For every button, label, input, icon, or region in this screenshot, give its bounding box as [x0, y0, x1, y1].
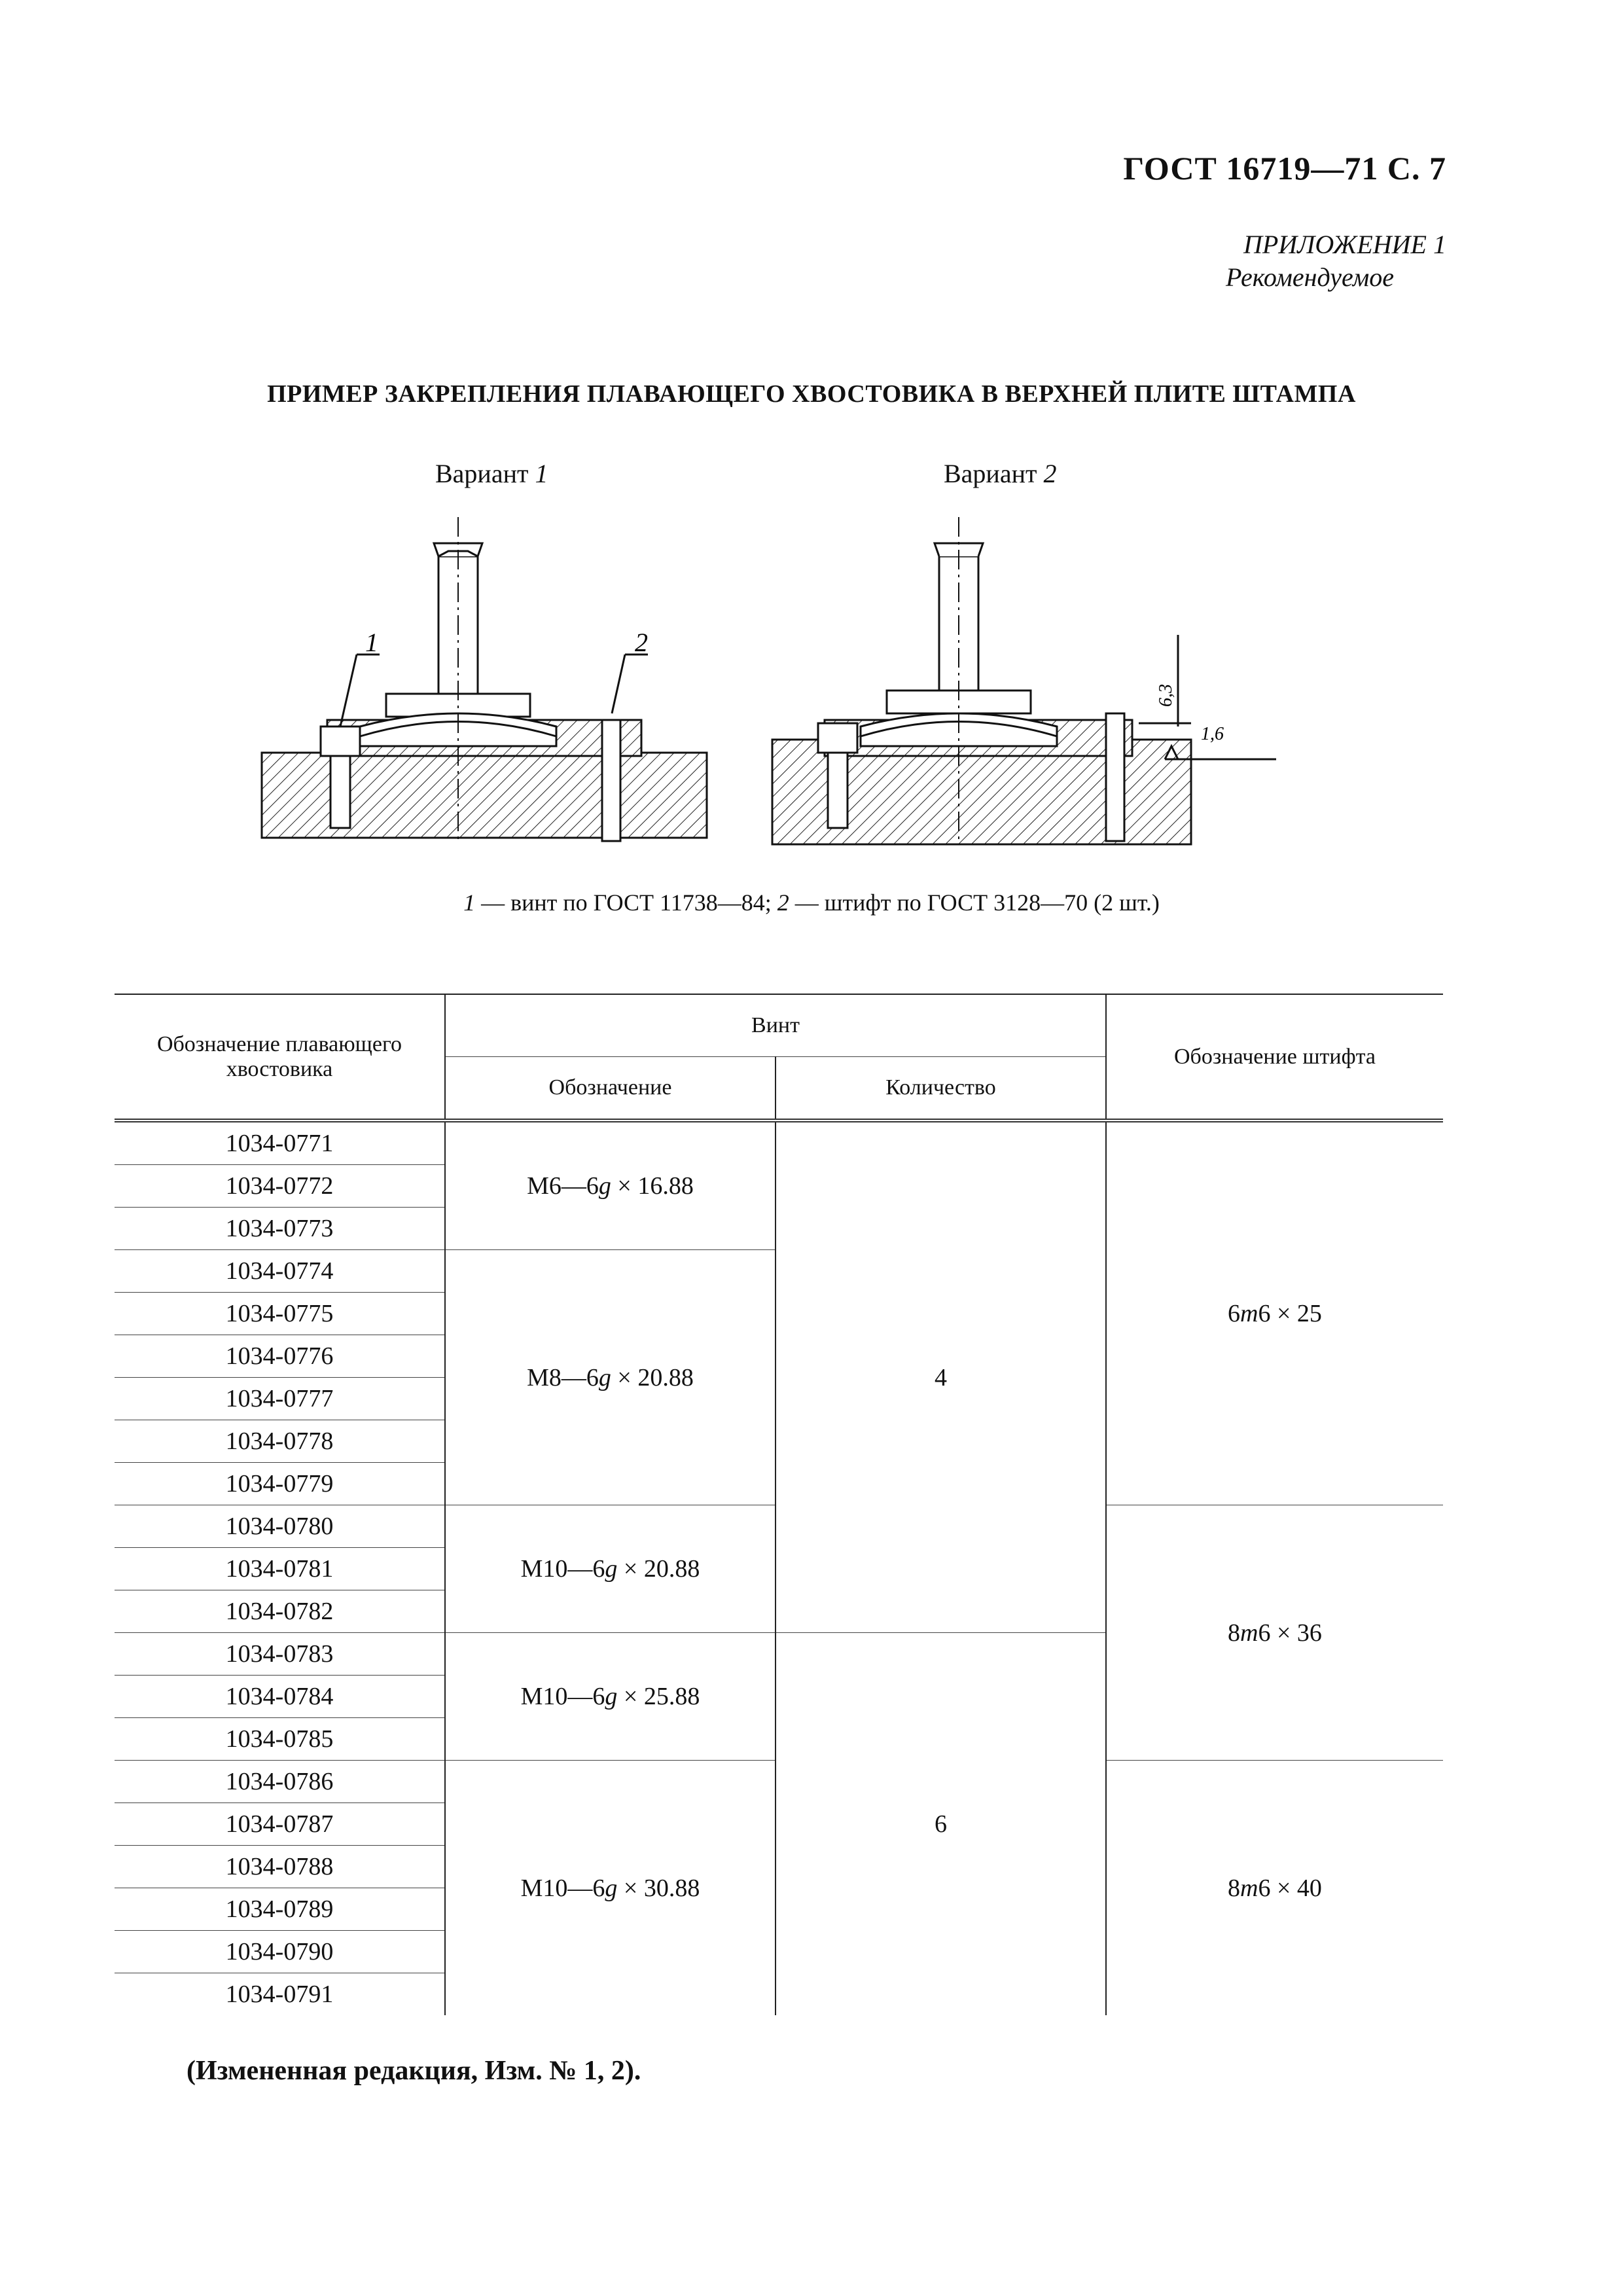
variant-1-number: 1: [535, 459, 548, 488]
header-screw: Винт: [445, 994, 1106, 1057]
shank-code: 1034-0777: [115, 1378, 445, 1420]
callout-1: 1: [365, 628, 378, 657]
shank-code: 1034-0773: [115, 1208, 445, 1250]
variant-2-word: Вариант: [944, 459, 1037, 488]
screw-cell: М10—6g × 25.88: [445, 1633, 776, 1761]
shank-code: 1034-0771: [115, 1121, 445, 1165]
shank-code: 1034-0786: [115, 1761, 445, 1803]
shank-code: 1034-0780: [115, 1505, 445, 1548]
fastening-drawing: [249, 504, 1296, 870]
pin-cell: 8m6 × 36: [1106, 1505, 1443, 1761]
shank-code: 1034-0788: [115, 1846, 445, 1888]
shank-code: 1034-0774: [115, 1250, 445, 1293]
legend-num-1: 1: [463, 889, 476, 916]
roughness-6-3: 6,3: [1156, 684, 1176, 707]
shank-code: 1034-0776: [115, 1335, 445, 1378]
pin-cell: 6m6 × 25: [1106, 1121, 1443, 1505]
legend-num-2: 2: [777, 889, 789, 916]
header-screw-quantity: Количество: [776, 1057, 1106, 1121]
appendix-label: ПРИЛОЖЕНИЕ 1: [1243, 230, 1446, 259]
revision-note: (Измененная редакция, Изм. № 1, 2).: [187, 2056, 641, 2086]
shank-code: 1034-0781: [115, 1548, 445, 1590]
shank-code: 1034-0789: [115, 1888, 445, 1931]
shank-code: 1034-0785: [115, 1718, 445, 1761]
variant-2-drawing: [772, 517, 1276, 844]
shank-code: 1034-0787: [115, 1803, 445, 1846]
appendix-type: Рекомендуемое: [1225, 262, 1394, 292]
gost-reference: ГОСТ 16719—71 С. 7: [1123, 150, 1446, 187]
page-title: ПРИМЕР ЗАКРЕПЛЕНИЯ ПЛАВАЮЩЕГО ХВОСТОВИКА В ВЕРХНЕЙ ПЛИТЕ ШТАМПА: [267, 380, 1356, 408]
shank-code: 1034-0784: [115, 1676, 445, 1718]
roughness-1-6: 1,6: [1201, 724, 1224, 744]
screw-cell: М10—6g × 20.88: [445, 1505, 776, 1633]
shank-code: 1034-0775: [115, 1293, 445, 1335]
header-shank: Обозначение плавающего хвостовика: [115, 994, 445, 1121]
shank-code: 1034-0791: [225, 1981, 334, 2008]
legend-text-2: — штифт по ГОСТ 3128—70 (2 шт.): [789, 889, 1160, 916]
variant-2-number: 2: [1043, 459, 1057, 488]
figure-legend: [0, 889, 1623, 916]
screw-cell: М10—6g × 30.88: [445, 1761, 776, 2016]
quantity-cell: 6: [776, 1633, 1106, 2016]
spec-table: [115, 994, 1443, 2015]
shank-code: 1034-0772: [115, 1165, 445, 1208]
screw-cell: М8—6g × 20.88: [445, 1250, 776, 1505]
variant-2-label: [944, 458, 1056, 489]
legend-text-1: — винт по ГОСТ 11738—84;: [475, 889, 777, 916]
header-screw-designation: Обозначение: [445, 1057, 776, 1121]
variant-1-word: Вариант: [435, 459, 529, 488]
variant-1-label: [435, 458, 548, 489]
shank-code: 1034-0790: [115, 1931, 445, 1973]
table-row: [115, 1121, 1443, 1165]
shank-code: 1034-0783: [115, 1633, 445, 1676]
variant-1-drawing: [262, 517, 707, 844]
pin-cell: 8m6 × 40: [1106, 1761, 1443, 2016]
quantity-cell: 4: [776, 1121, 1106, 1633]
callout-2: 2: [635, 628, 648, 657]
shank-code: 1034-0782: [115, 1590, 445, 1633]
screw-cell: М6—6g × 16.88: [445, 1121, 776, 1250]
header-pin: Обозначение штифта: [1106, 994, 1443, 1121]
shank-code: 1034-0779: [115, 1463, 445, 1505]
shank-code: 1034-0778: [115, 1420, 445, 1463]
